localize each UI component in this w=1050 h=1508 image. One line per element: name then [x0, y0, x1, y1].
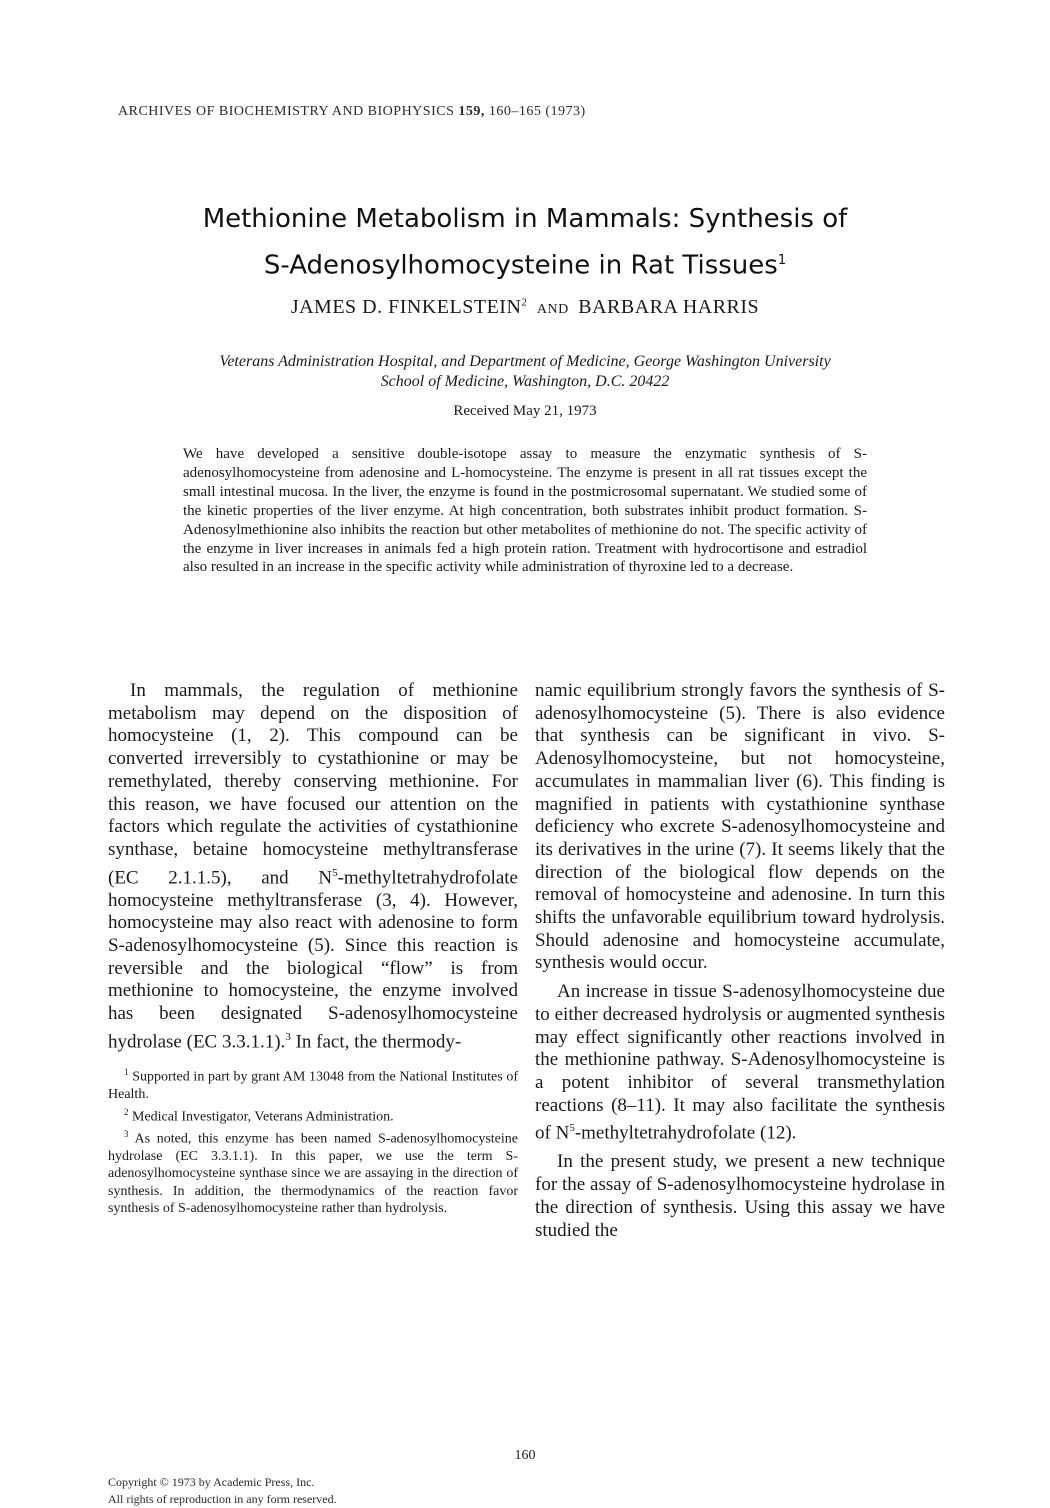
- right-paragraph-2-text-b: -methyltetrahydrofolate (12).: [574, 1122, 797, 1144]
- journal-name: ARCHIVES OF BIOCHEMISTRY AND BIOPHYSICS: [118, 104, 455, 119]
- author-conjunction: AND: [536, 302, 569, 317]
- footnote-ref-3: 3: [285, 1030, 291, 1043]
- right-paragraph-3: In the present study, we present a new technique for the assay of S-adenosylhomocysteine hydrolase in the direction of synthesis. Using this assay we have studied the: [535, 1151, 945, 1241]
- received-date: Received May 21, 1973: [453, 403, 597, 419]
- footnote-2: [108, 1104, 518, 1126]
- footnote-3: [108, 1126, 518, 1218]
- journal-pages: 160–165 (1973): [488, 104, 586, 119]
- footnote-2-text: Medical Investigator, Veterans Administration.: [132, 1109, 394, 1125]
- copyright-line-1: Copyright © 1973 by Academic Press, Inc.: [108, 1475, 315, 1489]
- footnote-1: [108, 1064, 518, 1104]
- footnote-1-text: Supported in part by grant AM 13048 from the National Institutes of Health.: [108, 1069, 518, 1103]
- footnote-1-mark: 1: [124, 1066, 129, 1077]
- intro-text-a: In mammals, the regulation of methionine metabolism may depend on the disposition of homocysteine (1, 2). This compound can be converted irreversibly to cystathionine or may be remethylated, thereby conserving methionine. For this reason, we have focused our attention on the factors which regulate the activities of cystathionine synthase, betaine homocysteine methyltransferase (EC 2.1.1.5), and N: [108, 680, 518, 888]
- affiliation: [130, 352, 920, 392]
- right-paragraph-2-text-a: An increase in tissue S-adenosylhomocysteine due to either decreased hydrolysis or augmented synthesis may effect significantly other reactions involved in the methionine pathway. S-Adenosylhomocysteine is a potent inhibitor of several transmethylation reactions (8–11). It may also facilitate the synthesis of N: [535, 981, 945, 1144]
- copyright-line-2: All rights of reproduction in any form reserved.: [108, 1492, 337, 1506]
- footnotes: [108, 1064, 518, 1218]
- superscript-5-right: 5: [569, 1122, 575, 1135]
- affiliation-line-1: Veterans Administration Hospital, and Department of Medicine, George Washington University: [219, 353, 831, 370]
- superscript-5: 5: [332, 866, 338, 879]
- left-column: [108, 680, 518, 1218]
- intro-text-b: -methyltetrahydrofolate homocysteine methyltransferase (3, 4). However, homocysteine may also react with adenosine to form S-adenosylhomocysteine (5). Since this reaction is reversible and the biological “flow” is from methionine to homocysteine, the enzyme involved has been designated S-adenosylhomocysteine hydrolase (EC 3.3.1.1).: [108, 866, 518, 1053]
- right-paragraph-2: [535, 981, 945, 1145]
- page-number: 160: [514, 1448, 536, 1463]
- running-head: [118, 104, 938, 120]
- title-line-1: Methionine Metabolism in Mammals: Synthesis of: [202, 204, 848, 234]
- intro-text-c: In fact, the thermody-: [290, 1031, 462, 1053]
- article-title: [100, 198, 950, 287]
- footnote-3-text: As noted, this enzyme has been named S-adenosylhomocysteine hydrolase (EC 3.3.1.1). In this paper, we use the term S-adenosylhomocysteine synthase since we are assaying in the direction of synthesis. In addition, the thermodynamics of the reaction favor synthesis of S-adenosylhomocysteine rather than hydrolysis.: [108, 1131, 518, 1217]
- title-footnote-mark: 1: [777, 253, 787, 268]
- title-line-2: S-Adenosylhomocysteine in Rat Tissues: [263, 250, 778, 281]
- right-paragraph-1: namic equilibrium strongly favors the synthesis of S-adenosylhomocysteine (5). There is also evidence that synthesis can be significant in vivo. S-Adenosylhomocysteine, but not homocysteine, accumulates in mammalian liver (6). This finding is magnified in patients with cystathionine synthase deficiency who excrete S-adenosylhomocysteine and its derivatives in the urine (7). It seems likely that the direction of the biological flow depends on the removal of homocysteine and adenosine. In turn this shifts the unfavorable equilibrium toward hydrolysis. Should adenosine and homocysteine accumulate, synthesis would occur.: [535, 680, 945, 974]
- footnote-2-mark: 2: [124, 1106, 129, 1117]
- author-2: BARBARA HARRIS: [578, 296, 760, 318]
- author-1-footnote-mark: 2: [521, 296, 528, 309]
- author-line: [100, 296, 950, 319]
- affiliation-line-2: School of Medicine, Washington, D.C. 20422: [380, 373, 670, 390]
- copyright-notice: [108, 1474, 528, 1508]
- author-1: JAMES D. FINKELSTEIN: [290, 296, 522, 318]
- intro-paragraph: [108, 680, 518, 1054]
- footnote-3-mark: 3: [124, 1128, 129, 1139]
- journal-volume: 159,: [458, 104, 485, 119]
- abstract: We have developed a sensitive double-isotope assay to measure the enzymatic synthesis of S-adenosylhomocysteine from adenosine and L-homocysteine. The enzyme is present in all rat tissues except the small intestinal mucosa. In the liver, the enzyme is found in the postmicrosomal supernatant. We studied some of the kinetic properties of the liver enzyme. At high concentration, both substrates inhibit product formation. S-Adenosylmethionine also inhibits the reaction but other metabolites of methionine do not. The specific activity of the enzyme in liver increases in animals fed a high protein ration. Treatment with hydrocortisone and estradiol also resulted in an increase in the specific activity while administration of thyroxine led to a decrease.: [183, 446, 867, 576]
- right-column: [535, 680, 945, 1242]
